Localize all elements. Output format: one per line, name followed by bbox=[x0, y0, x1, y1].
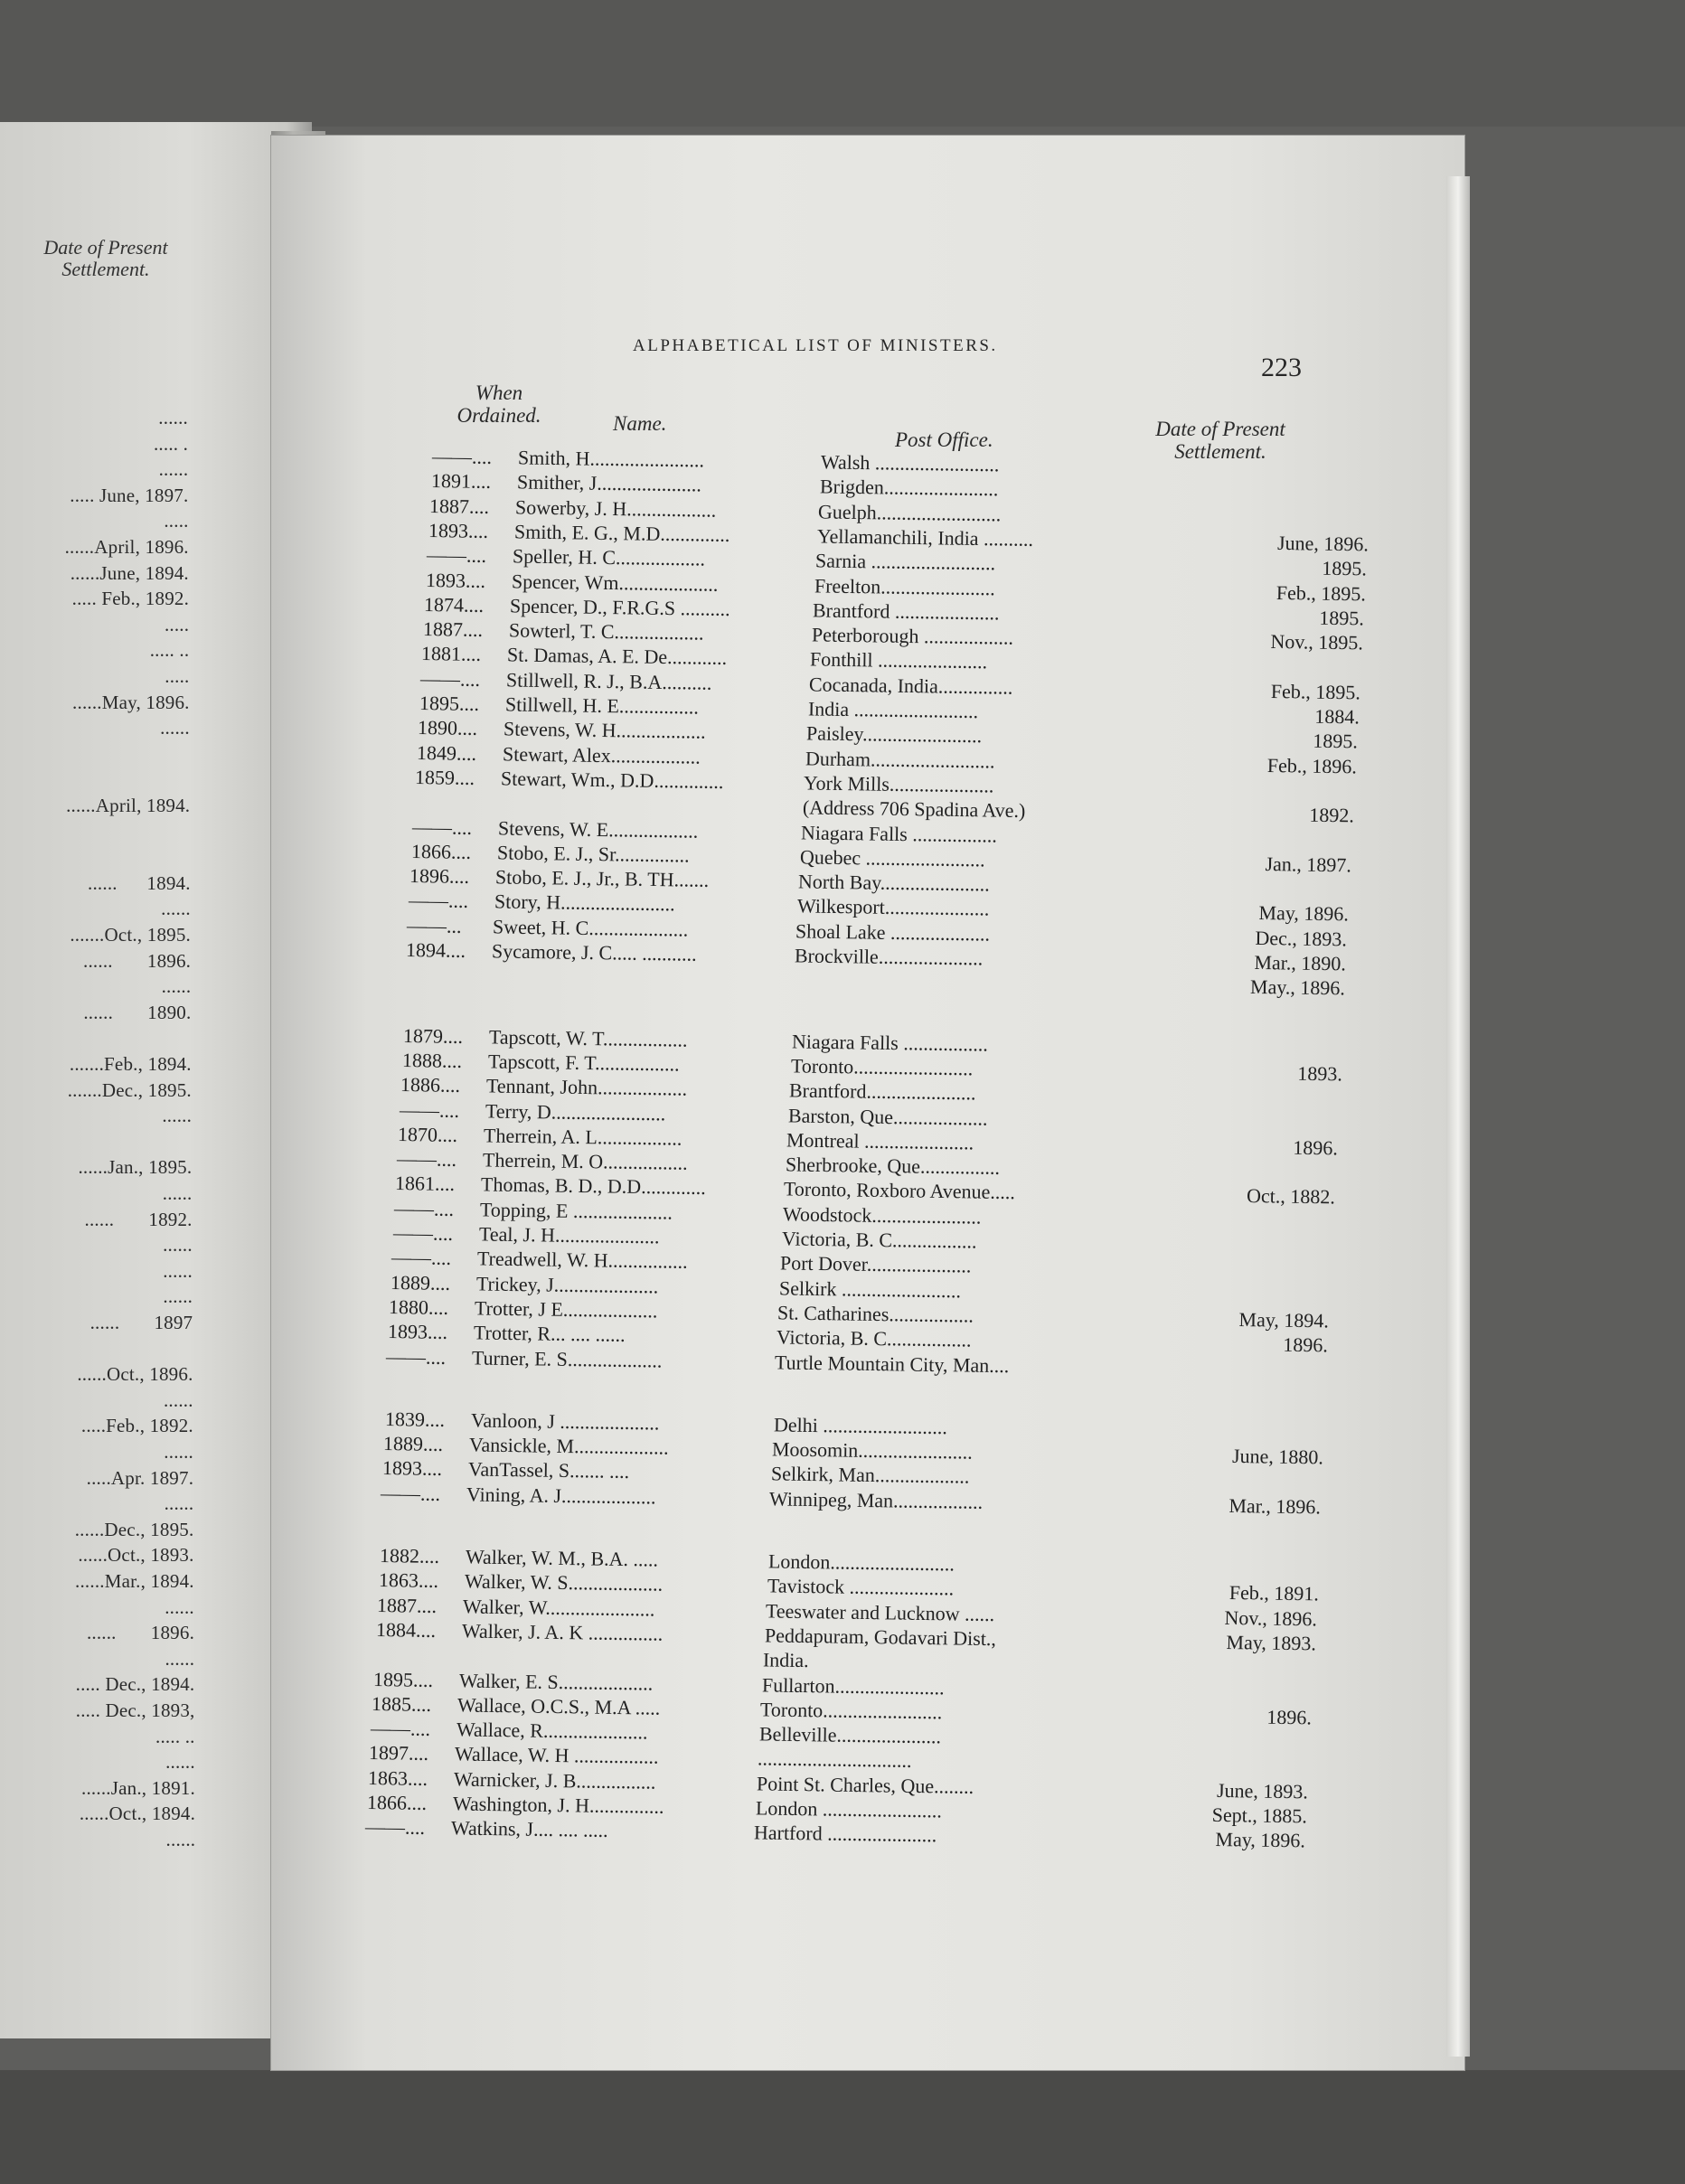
settlement-date bbox=[1205, 1468, 1323, 1470]
year-ordained: 1893.... bbox=[428, 518, 488, 542]
post-office: Brantford ..................... bbox=[813, 598, 1000, 625]
settlement-date bbox=[1191, 1753, 1309, 1755]
post-office: Peterborough .................. bbox=[811, 623, 1013, 649]
settlement-date: 1893. bbox=[1296, 1061, 1342, 1086]
left-date-entry: ...... bbox=[161, 975, 192, 998]
left-date-entry: ...... bbox=[163, 1389, 193, 1411]
minister-name: Topping, E .................... bbox=[479, 1198, 673, 1224]
left-date-entry: ......April, 1894. bbox=[66, 795, 191, 816]
minister-name: Smither, J..................... bbox=[516, 470, 701, 496]
post-office: Toronto........................ bbox=[790, 1054, 974, 1080]
minister-name: Stillwell, H. E................ bbox=[504, 692, 699, 719]
year-ordained: 1861.... bbox=[395, 1172, 456, 1196]
year-ordained bbox=[374, 1642, 460, 1643]
post-office: London......................... bbox=[767, 1549, 955, 1576]
left-header-line-2: Settlement. bbox=[61, 258, 150, 280]
left-header-line-1: Date of Present bbox=[43, 236, 168, 259]
minister-name: Walker, J. A. K ............... bbox=[461, 1619, 664, 1645]
minister-name: Watkins, J.... .... ..... bbox=[450, 1816, 608, 1842]
left-date-entry: ..... Feb., 1892. bbox=[71, 588, 190, 610]
post-office: Winnipeg, Man.................. bbox=[769, 1487, 984, 1513]
minister-name: Smith, E. G., M.D.............. bbox=[513, 520, 730, 546]
minister-name: Sowerby, J. H.................. bbox=[514, 495, 717, 522]
year-ordained: ——.... bbox=[408, 889, 469, 913]
left-date-entry: ..... bbox=[164, 510, 189, 532]
minister-name: Vanloon, J .................... bbox=[470, 1408, 660, 1435]
header-date-line-1: Date of Present bbox=[1155, 418, 1285, 440]
minister-name: Vansickle, M................... bbox=[469, 1433, 670, 1459]
year-ordained: 1887.... bbox=[376, 1593, 438, 1617]
left-date-entry: ...... bbox=[165, 1829, 196, 1850]
minister-name: Walker, E. S................... bbox=[458, 1668, 654, 1695]
minister-name: Smith, H....................... bbox=[517, 446, 705, 472]
left-date-entry: ..... Dec., 1893, bbox=[75, 1699, 195, 1721]
header-when-line-2: Ordained. bbox=[457, 404, 541, 427]
year-ordained: 1863.... bbox=[367, 1765, 428, 1790]
left-date-entry: .......Dec., 1895. bbox=[67, 1078, 192, 1101]
year-ordained: 1893.... bbox=[425, 568, 485, 592]
settlement-date: 1896. bbox=[1282, 1332, 1328, 1357]
minister-name: Terry, D....................... bbox=[485, 1098, 666, 1125]
left-date-entry: ...... bbox=[162, 1105, 193, 1127]
post-office: St. Catharines................. bbox=[777, 1301, 974, 1327]
left-date-entry: ...... 1896. bbox=[86, 1622, 195, 1644]
minister-name: Turner, E. S................... bbox=[472, 1345, 663, 1372]
post-office: Point St. Charles, Que........ bbox=[756, 1772, 974, 1798]
year-ordained: 1888.... bbox=[401, 1048, 462, 1072]
post-office: Selkirk ........................ bbox=[778, 1276, 961, 1302]
year-ordained: 1882.... bbox=[379, 1544, 440, 1567]
year-ordained: ——.... bbox=[393, 1196, 455, 1220]
year-ordained: 1887.... bbox=[428, 494, 490, 518]
post-office: India ......................... bbox=[807, 697, 978, 723]
left-date-entry: ...... bbox=[163, 1259, 193, 1282]
post-office: Delhi ......................... bbox=[773, 1413, 947, 1439]
settlement-date: May., 1896. bbox=[1249, 975, 1345, 1000]
left-date-entry: ......Mar., 1894. bbox=[75, 1570, 194, 1592]
left-date-entry: ..... . bbox=[153, 432, 189, 455]
year-ordained: 1897.... bbox=[369, 1741, 429, 1765]
minister-name: Wallace, W. H ................. bbox=[455, 1742, 660, 1769]
post-office: Niagara Falls ................. bbox=[791, 1029, 989, 1056]
year-ordained: 1884.... bbox=[375, 1617, 436, 1642]
left-date-entry: ...... bbox=[162, 1182, 193, 1204]
left-date-entry: .....Feb., 1892. bbox=[80, 1415, 193, 1437]
settlement-date: June, 1893. bbox=[1216, 1778, 1309, 1803]
minister-name: Stewart, Wm., D.D.............. bbox=[500, 767, 724, 793]
left-date-entry: ...... bbox=[161, 898, 191, 920]
minister-name: Sycamore, J. C..... ........... bbox=[491, 939, 697, 965]
minister-name: Therrein, M. O................. bbox=[482, 1148, 688, 1174]
post-office: India. bbox=[762, 1648, 810, 1672]
left-date-entry: ...... bbox=[165, 1647, 195, 1670]
post-office: Wilkesport..................... bbox=[796, 894, 990, 920]
year-ordained: 1893.... bbox=[387, 1320, 447, 1344]
minister-name: Spencer, D., F.R.G.S .......... bbox=[510, 594, 731, 620]
settlement-date: Mar., 1896. bbox=[1228, 1493, 1322, 1519]
left-date-entry: ...... bbox=[163, 1234, 193, 1257]
year-ordained: ——... bbox=[407, 913, 463, 937]
post-office: Sarnia ......................... bbox=[814, 549, 996, 575]
settlement-date: 1896. bbox=[1293, 1135, 1339, 1160]
left-date-entry: .......Oct., 1895. bbox=[70, 924, 191, 946]
post-office: Port Dover..................... bbox=[779, 1251, 972, 1277]
left-date-entry: ...... bbox=[160, 717, 190, 739]
year-ordained: 1889.... bbox=[390, 1270, 450, 1294]
year-ordained: ——.... bbox=[370, 1717, 431, 1741]
minister-name: Wallace, R..................... bbox=[456, 1718, 648, 1744]
year-ordained: 1881.... bbox=[421, 642, 482, 666]
year-ordained: ——.... bbox=[364, 1815, 426, 1840]
settlement-date: Mar., 1890. bbox=[1254, 950, 1347, 975]
left-date-entry: ...... bbox=[158, 407, 188, 428]
left-date-entry: ......June, 1894. bbox=[70, 561, 189, 584]
left-date-entry: ..... Dec., 1894. bbox=[75, 1673, 195, 1696]
post-office: Walsh ......................... bbox=[820, 450, 1000, 476]
year-ordained: 1866.... bbox=[366, 1791, 427, 1814]
post-office: Turtle Mountain City, Man.... bbox=[775, 1350, 1010, 1377]
post-office: Freelton....................... bbox=[814, 573, 995, 599]
year-ordained: 1839.... bbox=[384, 1407, 445, 1431]
settlement-date: Dec., 1893. bbox=[1255, 926, 1348, 951]
post-office: Quebec ........................ bbox=[799, 845, 985, 871]
post-office: Victoria, B. C................. bbox=[781, 1227, 977, 1253]
post-office: (Address 706 Spadina Ave.) bbox=[802, 795, 1026, 823]
minister-name: Wallace, O.C.S., M.A ..... bbox=[457, 1693, 661, 1719]
minister-name: Sowterl, T. C.................. bbox=[508, 618, 704, 645]
minister-name: Stobo, E. J., Jr., B. TH....... bbox=[495, 865, 710, 892]
left-date-entry: ..... .. bbox=[149, 639, 190, 662]
year-ordained: ——.... bbox=[396, 1147, 457, 1172]
post-office: Toronto, Roxboro Avenue..... bbox=[784, 1177, 1016, 1204]
year-ordained: 1863.... bbox=[378, 1568, 438, 1593]
year-ordained: 1894.... bbox=[405, 938, 466, 962]
settlement-date: June, 1896. bbox=[1276, 531, 1369, 556]
post-office: Fonthill ...................... bbox=[810, 647, 988, 673]
year-ordained: 1896.... bbox=[409, 864, 470, 889]
post-office: Woodstock...................... bbox=[782, 1202, 982, 1228]
left-date-entry: ......Oct., 1896. bbox=[77, 1363, 193, 1386]
left-date-entry: ......April, 1896. bbox=[64, 536, 189, 558]
year-ordained: 1895.... bbox=[419, 692, 479, 715]
settlement-date: Feb., 1895. bbox=[1270, 679, 1361, 704]
minister-name: Story, H....................... bbox=[494, 890, 675, 916]
post-office: Fullarton...................... bbox=[761, 1672, 945, 1699]
minister-name: Warnicker, J. B................ bbox=[453, 1767, 656, 1793]
left-date-entry: .......Feb., 1894. bbox=[69, 1053, 192, 1075]
year-ordained: ——.... bbox=[381, 1481, 441, 1505]
minister-name: Stewart, Alex.................. bbox=[502, 742, 701, 768]
year-ordained: 1893.... bbox=[381, 1456, 443, 1481]
left-date-entry: ......Oct., 1894. bbox=[79, 1803, 196, 1825]
year-ordained: 1886.... bbox=[400, 1073, 461, 1097]
settlement-date: Nov., 1896. bbox=[1224, 1605, 1318, 1631]
left-date-entry: ..... June, 1897. bbox=[70, 484, 189, 506]
post-office: Brantford...................... bbox=[788, 1078, 976, 1105]
post-office: Paisley........................ bbox=[805, 721, 983, 748]
minister-name: Treadwell, W. H................ bbox=[476, 1247, 688, 1274]
year-ordained: 1895.... bbox=[372, 1667, 433, 1691]
settlement-date: 1895. bbox=[1313, 729, 1359, 753]
post-office: Tavistock ..................... bbox=[767, 1574, 954, 1600]
settlement-date: 1892. bbox=[1308, 803, 1354, 827]
settlement-date: Nov., 1895. bbox=[1270, 630, 1363, 654]
settlement-date bbox=[1255, 457, 1372, 458]
minister-name: Walker, W. M., B.A. ..... bbox=[465, 1545, 659, 1571]
year-ordained: 1890.... bbox=[417, 716, 478, 740]
post-office: ............................... bbox=[758, 1746, 913, 1773]
year-ordained: 1866.... bbox=[410, 839, 471, 863]
minister-name: Trotter, R... .... ...... bbox=[473, 1321, 626, 1347]
running-title: ALPHABETICAL LIST OF MINISTERS. bbox=[633, 336, 998, 355]
minister-name: Tapscott, F. T................. bbox=[487, 1050, 680, 1076]
post-office: Brigden....................... bbox=[819, 475, 999, 501]
left-date-entry: ......Jan., 1895. bbox=[78, 1156, 193, 1179]
minister-name: Stevens, W. E.................. bbox=[498, 815, 699, 843]
post-office: Yellamanchili, India .......... bbox=[816, 524, 1033, 551]
year-ordained: 1859.... bbox=[414, 765, 475, 789]
post-office: Selkirk, Man................... bbox=[770, 1462, 970, 1489]
post-office: Toronto........................ bbox=[760, 1698, 943, 1724]
minister-name: Speller, H. C.................. bbox=[512, 544, 706, 570]
left-date-entry: ...... bbox=[163, 1285, 193, 1308]
post-office: Sherbrooke, Que................ bbox=[785, 1153, 1001, 1179]
settlement-date: 1895. bbox=[1319, 606, 1365, 630]
year-ordained: ——.... bbox=[392, 1221, 453, 1245]
minister-name: Stillwell, R. J., B.A.......... bbox=[505, 668, 712, 694]
year-ordained: ——.... bbox=[386, 1344, 447, 1369]
left-date-entry: ..... bbox=[165, 665, 190, 687]
year-ordained bbox=[405, 962, 491, 963]
year-ordained: ——.... bbox=[419, 666, 481, 691]
minister-name: VanTassel, S....... .... bbox=[467, 1457, 630, 1483]
year-ordained: ——.... bbox=[399, 1097, 459, 1122]
left-date-entry: ...... 1892. bbox=[84, 1208, 193, 1230]
minister-name: Spencer, Wm.................... bbox=[511, 569, 719, 596]
header-when-line-1: When bbox=[475, 381, 523, 404]
minister-name: Washington, J. H............... bbox=[452, 1792, 664, 1818]
post-office: Hartford ...................... bbox=[753, 1821, 937, 1847]
minister-name: Thomas, B. D., D.D............. bbox=[481, 1172, 707, 1200]
settlement-date: 1884. bbox=[1313, 704, 1360, 729]
year-ordained bbox=[414, 789, 500, 790]
minister-name: Trotter, J E................... bbox=[474, 1296, 658, 1323]
post-office: Teeswater and Lucknow ...... bbox=[765, 1598, 995, 1625]
post-office: Cocanada, India............... bbox=[808, 673, 1013, 699]
settlement-date bbox=[1208, 1418, 1325, 1420]
year-ordained: ——.... bbox=[391, 1246, 452, 1270]
post-office: York Mills..................... bbox=[803, 771, 994, 797]
page-number: 223 bbox=[1261, 353, 1302, 382]
year-ordained: 1885.... bbox=[372, 1691, 432, 1716]
year-ordained: 1889.... bbox=[383, 1432, 444, 1456]
left-date-entry: ...... 1894. bbox=[88, 871, 191, 894]
year-ordained: 1879.... bbox=[402, 1023, 464, 1048]
left-date-entry: ...... bbox=[164, 1492, 194, 1515]
settlement-date: June, 1880. bbox=[1232, 1445, 1324, 1469]
left-date-entry: ..... .. bbox=[155, 1725, 195, 1747]
settlement-date: May, 1896. bbox=[1258, 901, 1349, 926]
settlement-date: May, 1896. bbox=[1215, 1828, 1306, 1852]
minister-name: Trickey, J..................... bbox=[475, 1272, 659, 1297]
minister-name: Therrein, A. L................. bbox=[484, 1124, 682, 1150]
minister-name: Vining, A. J................... bbox=[466, 1483, 657, 1509]
post-office: Niagara Falls ................. bbox=[801, 820, 998, 847]
header-post-office: Post Office. bbox=[895, 428, 993, 451]
settlement-date: 1895. bbox=[1322, 556, 1368, 580]
year-ordained: 1880.... bbox=[388, 1294, 449, 1319]
left-date-entry: .....Apr. 1897. bbox=[86, 1466, 194, 1489]
year-ordained: ——.... bbox=[431, 445, 493, 468]
year-ordained: 1887.... bbox=[422, 617, 484, 642]
year-ordained: ——.... bbox=[427, 543, 487, 568]
post-office: Peddapuram, Godavari Dist., bbox=[764, 1624, 996, 1651]
year-ordained: 1874.... bbox=[424, 592, 485, 617]
post-office: North Bay...................... bbox=[798, 870, 991, 896]
minister-name: Walker, W. S................... bbox=[464, 1569, 663, 1596]
settlement-date: Feb., 1896. bbox=[1266, 753, 1357, 778]
left-date-entry: ...... bbox=[165, 1751, 195, 1774]
header-date-line-2: Settlement. bbox=[1174, 440, 1266, 463]
year-ordained: 1849.... bbox=[416, 740, 476, 765]
minister-name: Stobo, E. J., Sr............... bbox=[496, 841, 690, 867]
minister-name: St. Damas, A. E. De............ bbox=[507, 643, 728, 670]
left-date-entry: ...... 1890. bbox=[83, 1001, 192, 1023]
left-date-entry: ......Oct., 1893. bbox=[78, 1544, 194, 1567]
left-date-entry: ...... bbox=[164, 1441, 193, 1463]
settlement-date: Feb., 1895. bbox=[1276, 580, 1366, 605]
minister-name: Stevens, W. H.................. bbox=[503, 717, 706, 744]
settlement-date bbox=[1244, 654, 1361, 655]
post-office: Shoal Lake .................... bbox=[795, 919, 991, 946]
left-date-entry: ......Dec., 1895. bbox=[74, 1518, 194, 1540]
post-office: Guelph......................... bbox=[817, 499, 1002, 525]
minister-name: Teal, J. H..................... bbox=[478, 1222, 660, 1248]
settlement-date bbox=[1226, 1035, 1343, 1037]
header-name: Name. bbox=[613, 412, 667, 435]
minister-name: Sweet, H. C.................... bbox=[493, 915, 689, 941]
post-office: Brockville..................... bbox=[794, 944, 984, 970]
year-ordained: 1891.... bbox=[430, 469, 491, 494]
post-office: Belleville..................... bbox=[758, 1722, 941, 1748]
settlement-date: Jan., 1897. bbox=[1265, 852, 1351, 877]
post-office: Durham......................... bbox=[805, 746, 995, 773]
post-office: Victoria, B. C................. bbox=[776, 1325, 972, 1351]
left-date-entry: ......Jan., 1891. bbox=[81, 1776, 195, 1799]
left-date-entry: ..... bbox=[164, 613, 190, 635]
settlement-date bbox=[1202, 1556, 1320, 1558]
minister-name: Walker, W...................... bbox=[462, 1595, 655, 1621]
left-date-entry: ...... 1897 bbox=[89, 1312, 193, 1333]
post-office: London ........................ bbox=[755, 1796, 942, 1822]
year-ordained: ——.... bbox=[412, 814, 473, 839]
settlement-date: Oct., 1882. bbox=[1247, 1184, 1336, 1209]
minister-name: Tennant, John.................. bbox=[485, 1074, 688, 1100]
settlement-date: 1896. bbox=[1266, 1705, 1313, 1729]
settlement-date: May, 1893. bbox=[1225, 1630, 1316, 1655]
post-office: Montreal ...................... bbox=[786, 1128, 974, 1154]
post-office: Barston, Que................... bbox=[787, 1103, 988, 1130]
post-office: Moosomin....................... bbox=[772, 1437, 974, 1464]
left-date-entry: ...... bbox=[165, 1596, 194, 1618]
settlement-date: Feb., 1891. bbox=[1228, 1581, 1319, 1605]
settlement-date: May, 1894. bbox=[1238, 1307, 1330, 1332]
left-date-entry: ...... bbox=[158, 458, 189, 481]
left-date-entry: ......May, 1896. bbox=[72, 691, 190, 713]
settlement-date: Sept., 1885. bbox=[1211, 1803, 1307, 1828]
left-date-entry: ...... 1896. bbox=[83, 949, 192, 972]
year-ordained: 1870.... bbox=[398, 1122, 458, 1146]
minister-name: Tapscott, W. T................. bbox=[488, 1025, 688, 1051]
